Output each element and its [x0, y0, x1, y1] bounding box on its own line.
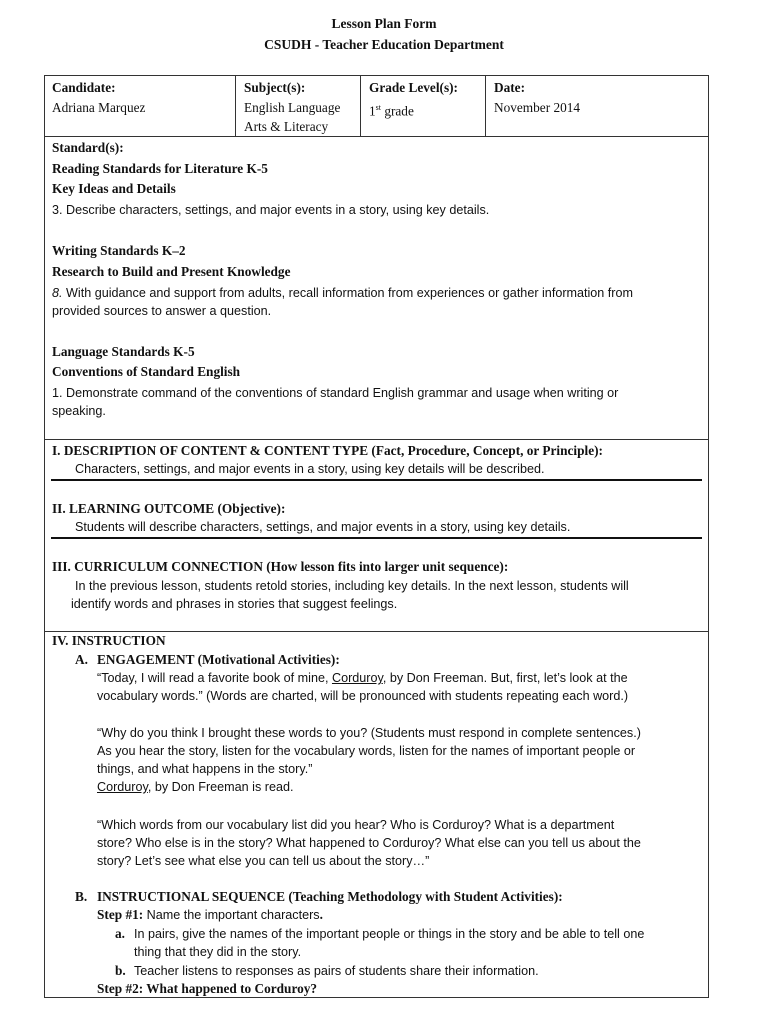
- language-standards-subtitle: Conventions of Standard English: [52, 364, 241, 379]
- book-title: Corduroy: [97, 780, 148, 794]
- date-value: November 2014: [494, 100, 581, 115]
- department-title: CSUDH - Teacher Education Department: [264, 37, 504, 52]
- grade-label: Grade Level(s):: [369, 80, 458, 95]
- step-2: Step #2: What happened to Corduroy?: [97, 981, 318, 996]
- engagement-line-5: things, and what happens in the story.”: [97, 762, 313, 776]
- sequence-marker: B.: [75, 889, 88, 904]
- section-2-text: Students will describe characters, settings, and major events in a story, using key details.: [75, 520, 571, 534]
- writing-standard-text-1: 8. With guidance and support from adults, recall information from experiences or gather information from: [52, 286, 633, 300]
- engagement-line-1: “Today, I will read a favorite book of mine, Corduroy, by Don Freeman. But, first, let’s look at the: [97, 671, 628, 685]
- standards-label: Standard(s):: [52, 140, 124, 155]
- column-divider: [360, 76, 361, 136]
- section-3-heading: III. CURRICULUM CONNECTION (How lesson fits into larger unit sequence):: [52, 559, 509, 574]
- writing-standards-title: Writing Standards K–2: [52, 243, 186, 258]
- section-divider: [51, 537, 702, 539]
- subject-value-line-2: Arts & Literacy: [244, 119, 329, 134]
- step-1-item-b: Teacher listens to responses as pairs of students share their information.: [134, 964, 539, 978]
- engagement-line-2: vocabulary words.” (Words are charted, will be pronounced with students repeating each word.): [97, 689, 629, 703]
- writing-standard-text-2: provided sources to answer a question.: [52, 304, 272, 318]
- engagement-line-3: “Why do you think I brought these words to you? (Students must respond in complete sentences.): [97, 726, 641, 740]
- engagement-heading: ENGAGEMENT (Motivational Activities):: [97, 652, 340, 667]
- step-1: Step #1: Name the important characters.: [97, 907, 323, 922]
- reading-standards-title: Reading Standards for Literature K-5: [52, 161, 268, 176]
- engagement-line-7: “Which words from our vocabulary list did you hear? Who is Corduroy? What is a department: [97, 818, 615, 832]
- subject-value-line-1: English Language: [244, 100, 341, 115]
- step-1-item-a-line-1: In pairs, give the names of the important people or things in the story and be able to tell one: [134, 927, 645, 941]
- language-standard-text-1: 1. Demonstrate command of the conventions of standard English grammar and usage when writing or: [52, 386, 619, 400]
- column-divider: [235, 76, 236, 136]
- section-2-heading: II. LEARNING OUTCOME (Objective):: [52, 501, 286, 516]
- engagement-marker: A.: [75, 652, 88, 667]
- lesson-plan-table: [44, 75, 709, 998]
- writing-standards-subtitle: Research to Build and Present Knowledge: [52, 264, 291, 279]
- grade-value: 1st grade: [369, 103, 414, 119]
- candidate-label: Candidate:: [52, 80, 116, 95]
- section-1-text: Characters, settings, and major events in a story, using key details will be described.: [75, 462, 545, 476]
- sequence-heading: INSTRUCTIONAL SEQUENCE (Teaching Methodology with Student Activities):: [97, 889, 563, 904]
- book-title: Corduroy: [331, 671, 383, 685]
- section-divider: [51, 479, 702, 481]
- column-divider: [485, 76, 486, 136]
- section-1-heading: I. DESCRIPTION OF CONTENT & CONTENT TYPE (Fact, Procedure, Concept, or Principle):: [52, 443, 603, 458]
- date-label: Date:: [494, 80, 526, 95]
- language-standard-text-2: speaking.: [52, 404, 106, 418]
- section-3-text-2: identify words and phrases in stories that suggest feelings.: [71, 597, 398, 611]
- row-divider: [45, 136, 708, 137]
- step-1-item-a-marker: a.: [115, 926, 125, 941]
- language-standards-title: Language Standards K-5: [52, 344, 195, 359]
- step-1-item-a-line-2: thing that they did in the story.: [134, 945, 302, 959]
- reading-standard-text: 3. Describe characters, settings, and major events in a story, using key details.: [52, 203, 490, 217]
- engagement-line-9: story? Let’s see what else you can tell us about the story…”: [97, 854, 430, 868]
- engagement-line-6: Corduroy, by Don Freeman is read.: [97, 780, 294, 794]
- reading-standards-subtitle: Key Ideas and Details: [52, 181, 176, 196]
- section-4-heading: IV. INSTRUCTION: [52, 633, 166, 648]
- candidate-value: Adriana Marquez: [52, 100, 146, 115]
- step-1-item-b-marker: b.: [115, 963, 126, 978]
- row-divider: [45, 439, 708, 440]
- engagement-line-4: As you hear the story, listen for the vocabulary words, listen for the names of important people or: [97, 744, 636, 758]
- form-title: Lesson Plan Form: [331, 16, 437, 31]
- engagement-line-8: store? Who else is in the story? What happened to Corduroy? What else can you tell us about the: [97, 836, 641, 850]
- section-3-text-1: In the previous lesson, students retold stories, including key details. In the next lesson, students will: [75, 579, 629, 593]
- subject-label: Subject(s):: [244, 80, 306, 95]
